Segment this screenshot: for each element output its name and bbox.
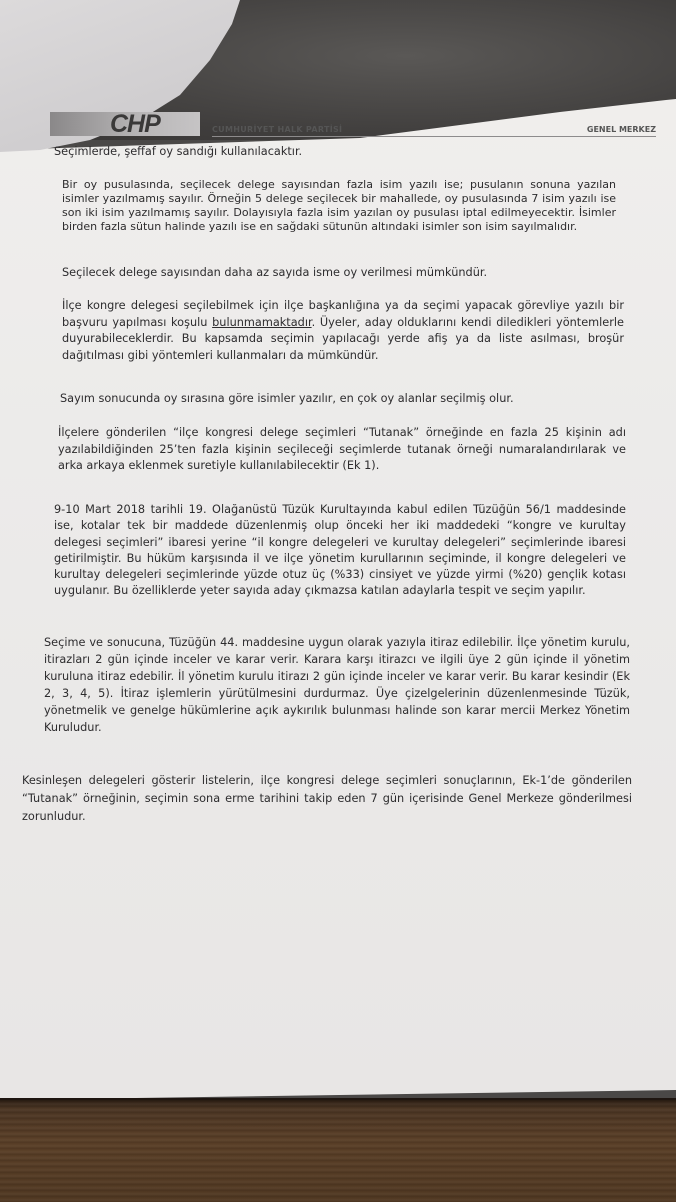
paragraph-excess-names: Bir oy pusulasında, seçilecek delege sayısından fazla isim yazılı ise; pusulanın sonuna yazılan isimler yazılmamış sayılır. Örneğin 5 delege seçilecek bir mahallede, oy pusulasında 7 isim yazılı ise son iki isim yazılmamış sayılır. Dolayısıyla fazla isim yazılan oy pusulası iptal edilmeyecektir. İsimler birden fazla sütun halinde yazılı ise en sağdaki sütunün altındaki isimler son isim sayılmalıdır. (62, 178, 616, 233)
paragraph-submission: Kesinleşen delegeleri gösterir listelerin, ilçe kongresi delege seçimleri sonuçlarının, Ek-1’de gönderilen “Tutanak” örneğinin, seçimin sona erme tarihini takip eden 7 gün içerisinde Genel Merkeze gönderilmesi zorunludur. (22, 774, 632, 823)
paragraph-quotas: 9-10 Mart 2018 tarihli 19. Olağanüstü Tüzük Kurultayında kabul edilen Tüzüğün 56/1 maddesinde ise, kotalar tek bir maddede düzenlenmiş olup önceki her iki maddedeki “kongre ve kurultay delegesi seçimleri” ibaresi yerine “il kongre delegeleri ve kurultay delegeleri” seçimlerinde ibaresi getirilmiştir. Bu hüküm karşısında il ve ilçe yönetim kurullarının seçiminde, il kongre delegeleri ve kurultay delegeleri seçimlerinde yüzde otuz üç (%33) cinsiyet ve yüzde yirmi (%20) gençlik kotası uygulanır. Bu özelliklerde yeter sayıda aday çıkmazsa katılan adaylarla tespit ve seçim yapılır. (54, 503, 626, 598)
candidacy-text-after: . Üyeler, aday olduklarını kendi diledikleri yöntemlerle duyurabileceklerdir. Bu kapsamda seçimin yapılacağı yerde afiş ya da liste asılması, broşür dağıtılması gibi yöntemleri kullanmaları da mümkündür. (62, 315, 624, 362)
wooden-table (0, 1098, 676, 1202)
paragraph-tutanak-form: İlçelere gönderilen “ilçe kongresi delege seçimleri “Tutanak” örneğinde en fazla 25 kişinin adı yazılabildiğinden 25’ten fazla kişinin seçileceği seçimlerde tutanak örneği numaralandırılarak ve arka arkaya eklenmek suretiyle kullanılabilecektir (Ek 1). (58, 426, 626, 472)
chp-logo: CHP (110, 110, 160, 138)
paragraph-counting: Sayım sonucunda oy sırasına göre isimler yazılır, en çok oy alanlar seçilmiş olur. (60, 392, 514, 405)
candidacy-text-before: İlçe kongre delegesi seçilebilmek için ilçe başkanlığına ya da seçimi yapacak görevliye yazılı bir başvuru yapılması koşulu (62, 299, 624, 329)
paragraph-fewer-names: Seçilecek delege sayısından daha az sayıda isme oy verilmesi mümkündür. (62, 266, 488, 279)
candidacy-underlined: bulunmamaktadır (212, 315, 312, 329)
party-name: CUMHURİYET HALK PARTİSİ (212, 125, 343, 134)
paragraph-ballot-box: Seçimlerde, şeffaf oy sandığı kullanılacaktır. (54, 145, 303, 158)
paragraph-objections: Seçime ve sonucuna, Tüzüğün 44. maddesine uygun olarak yazıyla itiraz edilebilir. İlçe yönetim kurulu, itirazları 2 gün içinde inceler ve karar verir. Karara karşı itirazcı ve ilgili üye 2 gün içinde il yönetim kuruluna itiraz edebilir. İl yönetim kurulu itirazı 2 gün içinde inceler ve karar verir. Bu karar kesindir (Ek 2, 3, 4, 5). İtiraz işlemlerin yürütülmesini durdurmaz. Üye çizelgelerinin düzenlenmesinde Tüzük, yönetmelik ve genelge hükümlerine açık aykırılık bulunması halinde son karar mercii Merkez Yönetim Kuruludur. (44, 636, 630, 734)
paragraph-candidacy (62, 298, 624, 364)
office-name: GENEL MERKEZ (586, 125, 656, 134)
